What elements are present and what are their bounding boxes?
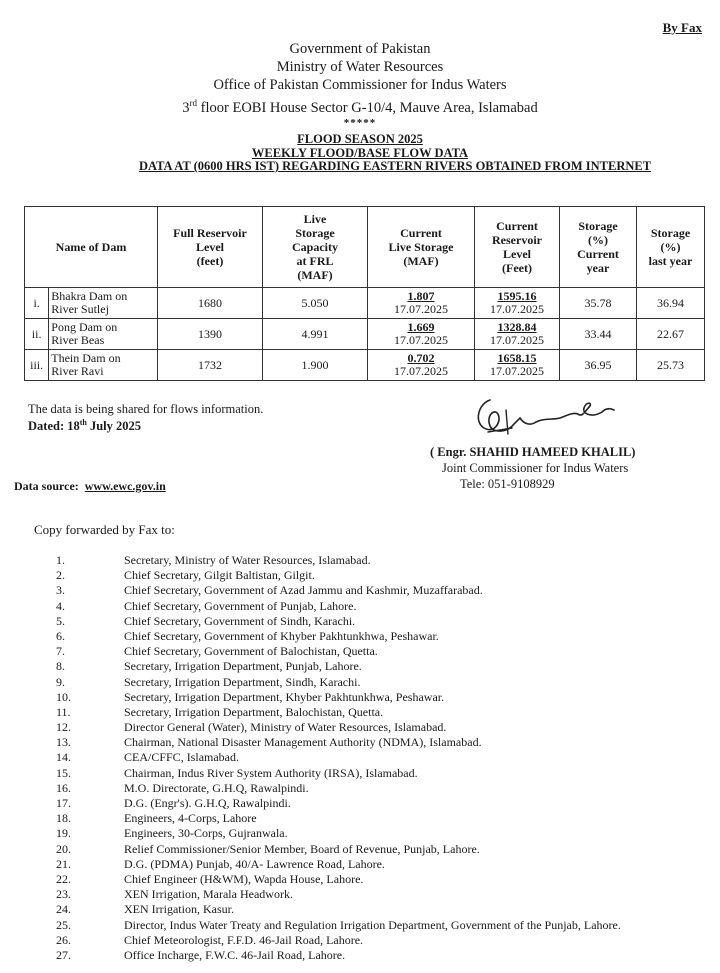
current-live-storage: 0.702 17.07.2025 xyxy=(368,350,475,381)
list-item xyxy=(34,720,621,735)
copy-forwarded-list xyxy=(34,553,621,963)
storage-pct-last: 25.73 xyxy=(637,350,705,381)
note-block xyxy=(28,402,263,433)
list-item-text: XEN Irrigation, Marala Headwork. xyxy=(124,887,293,902)
list-item-text: Director, Indus Water Treaty and Regulation Irrigation Department, Government of the Punjab, Lahore. xyxy=(124,917,621,932)
list-item-number: 2. xyxy=(56,568,65,583)
list-item-number: 9. xyxy=(56,674,65,689)
list-item xyxy=(34,735,621,750)
list-item-text: Chief Secretary, Government of Balochistan, Quetta. xyxy=(124,644,378,659)
list-item-number: 17. xyxy=(56,796,71,810)
list-item-text: Chief Secretary, Government of Azad Jammu and Kashmir, Muzaffarabad. xyxy=(124,583,483,598)
data-source-link[interactable]: www.ewc.gov.in xyxy=(84,479,166,493)
list-item xyxy=(34,796,621,811)
storage-pct-current: 35.78 xyxy=(560,288,637,319)
list-item-text: Chief Engineer (H&WM), Wapda House, Lahore. xyxy=(124,871,364,886)
list-item xyxy=(34,826,621,841)
list-item xyxy=(34,857,621,872)
col-storage-current-year: Storage (%) Current year xyxy=(560,207,637,288)
list-item-text: Engineers, 30-Corps, Gujranwala. xyxy=(124,826,288,841)
list-item-number: 18. xyxy=(56,811,71,826)
storage-pct-current: 33.44 xyxy=(560,319,637,350)
list-item-number: 26. xyxy=(56,932,71,947)
list-item-text: Chief Secretary, Government of Sindh, Karachi. xyxy=(124,613,356,628)
current-live-storage: 1.669 17.07.2025 xyxy=(368,319,475,350)
list-item xyxy=(34,933,621,948)
list-item xyxy=(34,675,621,690)
list-item-text: D.G. (PDMA) Punjab, 40/A- Lawrence Road, Lahore. xyxy=(124,856,385,871)
copy-forwarded-heading: Copy forwarded by Fax to: xyxy=(34,522,175,537)
title-flood-season: FLOOD SEASON 2025 xyxy=(297,132,423,146)
fax-label: By Fax xyxy=(662,20,702,35)
col-storage-last-year: Storage (%) last year xyxy=(637,207,705,288)
list-item xyxy=(34,659,621,674)
list-item-number: 27. xyxy=(56,947,71,962)
document-titles xyxy=(0,133,720,174)
list-item-text: Chief Meteorologist, F.F.D. 46-Jail Road, Lahore. xyxy=(124,932,364,947)
table-row xyxy=(25,288,705,319)
current-reservoir-level: 1658.15 17.07.2025 xyxy=(475,350,560,381)
full-reservoir-level: 1680 xyxy=(158,288,263,319)
list-item-number: 10. xyxy=(56,689,71,704)
list-item xyxy=(34,811,621,826)
list-item-text: XEN Irrigation, Kasur. xyxy=(124,902,234,917)
dam-name: Bhakra Dam on River Sutlej xyxy=(49,288,158,319)
dam-name: Thein Dam on River Ravi xyxy=(49,350,158,381)
list-item-number: 7. xyxy=(56,644,65,659)
live-storage-capacity: 1.900 xyxy=(263,350,368,381)
list-item xyxy=(34,568,621,583)
list-item-text: Relief Commissioner/Senior Member, Board of Revenue, Punjab, Lahore. xyxy=(124,841,480,856)
list-item-number: 1. xyxy=(56,553,65,567)
signatory-title: Joint Commissioner for Indus Waters xyxy=(442,461,629,475)
list-item xyxy=(34,781,621,796)
list-item-number: 16. xyxy=(56,780,71,795)
list-item-number: 21. xyxy=(56,856,71,871)
live-storage-capacity: 5.050 xyxy=(263,288,368,319)
row-number: ii. xyxy=(25,319,49,350)
col-live-storage-capacity: Live Storage Capacity at FRL (MAF) xyxy=(263,207,368,288)
list-item xyxy=(34,948,621,963)
list-item-number: 11. xyxy=(56,704,71,719)
list-item-number: 15. xyxy=(56,765,71,780)
header-office: Office of Pakistan Commissioner for Indus Waters xyxy=(213,77,507,93)
letterhead xyxy=(0,40,720,129)
list-item xyxy=(34,918,621,933)
list-item-number: 19. xyxy=(56,826,71,841)
list-item-text: Chief Secretary, Government of Punjab, Lahore. xyxy=(124,598,357,613)
list-item-text: M.O. Directorate, G.H.Q, Rawalpindi. xyxy=(124,780,309,795)
list-item-text: Chairman, National Disaster Management Authority (NDMA), Islamabad. xyxy=(124,735,482,750)
list-item-number: 25. xyxy=(56,917,71,932)
dated-line: Dated: 18th July 2025 xyxy=(28,418,142,434)
header-address: 3rd floor EOBI House Sector G-10/4, Mauve Area, Islamabad xyxy=(182,98,538,116)
list-item xyxy=(34,629,621,644)
list-item xyxy=(34,690,621,705)
list-item-text: Secretary, Ministry of Water Resources, Islamabad. xyxy=(124,553,371,567)
list-item-number: 20. xyxy=(56,841,71,856)
list-item-text: Secretary, Irrigation Department, Balochistan, Quetta. xyxy=(124,704,384,719)
list-item-text: Secretary, Irrigation Department, Punjab, Lahore. xyxy=(124,659,362,674)
list-item xyxy=(34,766,621,781)
signatory-name: ( Engr. SHAHID HAMEED KHALIL) xyxy=(430,445,636,459)
storage-pct-current: 36.95 xyxy=(560,350,637,381)
signatory-phone: Tele: 051-9108929 xyxy=(460,477,555,491)
data-source-label: Data source: xyxy=(14,479,79,493)
current-live-storage: 1.807 17.07.2025 xyxy=(368,288,475,319)
note-text: The data is being shared for flows information. xyxy=(28,402,264,416)
list-item-text: D.G. (Engr's). G.H.Q, Rawalpindi. xyxy=(124,796,291,810)
list-item xyxy=(34,842,621,857)
dam-name: Pong Dam on River Beas xyxy=(49,319,158,350)
header-stars: ***** xyxy=(343,116,377,129)
list-item xyxy=(34,553,621,568)
table-header-row xyxy=(25,207,705,288)
list-item-number: 8. xyxy=(56,659,65,674)
col-name-of-dam: Name of Dam xyxy=(25,207,158,288)
data-source xyxy=(14,479,166,494)
title-data-at: DATA AT (0600 HRS IST) REGARDING EASTERN RIVERS OBTAINED FROM INTERNET xyxy=(138,159,652,173)
list-item-number: 3. xyxy=(56,583,65,598)
list-item-number: 12. xyxy=(56,720,71,735)
list-item-number: 4. xyxy=(56,598,65,613)
title-weekly-data: WEEKLY FLOOD/BASE FLOW DATA xyxy=(251,145,469,160)
storage-pct-last: 22.67 xyxy=(637,319,705,350)
signatory-block xyxy=(430,444,680,492)
list-item-number: 6. xyxy=(56,628,65,643)
list-item-number: 13. xyxy=(56,735,71,750)
list-item xyxy=(34,750,621,765)
row-number: iii. xyxy=(25,350,49,381)
list-item xyxy=(34,644,621,659)
full-reservoir-level: 1732 xyxy=(158,350,263,381)
current-reservoir-level: 1328.84 17.07.2025 xyxy=(475,319,560,350)
list-item-number: 24. xyxy=(56,902,71,917)
list-item xyxy=(34,614,621,629)
list-item xyxy=(34,902,621,917)
row-number: i. xyxy=(25,288,49,319)
current-reservoir-level: 1595.16 17.07.2025 xyxy=(475,288,560,319)
header-government: Government of Pakistan xyxy=(289,41,431,57)
list-item-text: Office Incharge, F.W.C. 46-Jail Road, Lahore. xyxy=(124,947,346,962)
list-item-text: Chairman, Indus River System Authority (IRSA), Islamabad. xyxy=(124,765,418,780)
storage-pct-last: 36.94 xyxy=(637,288,705,319)
col-current-reservoir-level: Current Reservoir Level (Feet) xyxy=(475,207,560,288)
list-item xyxy=(34,887,621,902)
table-row xyxy=(25,319,705,350)
list-item-number: 22. xyxy=(56,871,71,886)
col-full-reservoir-level: Full Reservoir Level (feet) xyxy=(158,207,263,288)
table-row xyxy=(25,350,705,381)
list-item-text: Engineers, 4-Corps, Lahore xyxy=(124,811,257,826)
full-reservoir-level: 1390 xyxy=(158,319,263,350)
header-ministry: Ministry of Water Resources xyxy=(276,59,444,75)
col-current-live-storage: Current Live Storage (MAF) xyxy=(368,207,475,288)
signature-image xyxy=(468,388,618,440)
list-item xyxy=(34,872,621,887)
list-item-number: 23. xyxy=(56,887,71,902)
list-item-text: CEA/CFFC, Islamabad. xyxy=(124,750,240,765)
list-item-text: Secretary, Irrigation Department, Sindh, Karachi. xyxy=(124,674,361,689)
live-storage-capacity: 4.991 xyxy=(263,319,368,350)
list-item-number: 14. xyxy=(56,750,71,765)
list-item-text: Chief Secretary, Gilgit Baltistan, Gilgit. xyxy=(124,568,315,583)
list-item xyxy=(34,599,621,614)
list-item-number: 5. xyxy=(56,613,65,628)
list-item-text: Director General (Water), Ministry of Water Resources, Islamabad. xyxy=(124,720,447,735)
list-item-text: Secretary, Irrigation Department, Khyber Pakhtunkhwa, Peshawar. xyxy=(124,689,445,704)
list-item-text: Chief Secretary, Government of Khyber Pakhtunkhwa, Peshawar. xyxy=(124,628,439,643)
dam-data-table xyxy=(24,206,705,381)
list-item xyxy=(34,583,621,598)
list-item xyxy=(34,705,621,720)
